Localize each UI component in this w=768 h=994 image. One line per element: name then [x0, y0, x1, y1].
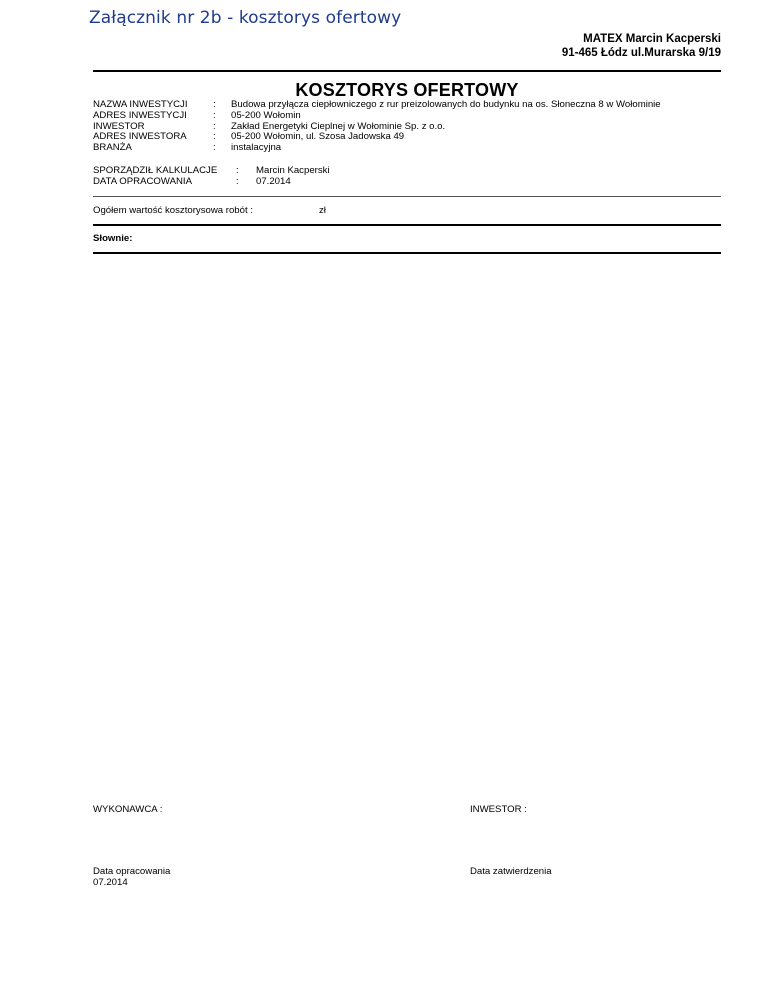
investor-signature-label: INWESTOR : [470, 804, 527, 815]
info-separator: : [213, 99, 216, 110]
info-value: Budowa przyłącza ciepłowniczego z rur preizolowanych do budynku na os. Słoneczna 8 w Wołominie [231, 99, 661, 110]
info-label: INWESTOR [93, 120, 145, 132]
prepared-block [93, 866, 170, 888]
company-name: MATEX Marcin Kacperski [583, 33, 721, 45]
calc-label: SPORZĄDZIŁ KALKULACJE [93, 165, 218, 176]
info-value: Zakład Energetyki Cieplnej w Wołominie Sp. z o.o. [231, 120, 446, 132]
amount-in-words-label: Słownie: [93, 233, 133, 244]
contractor-label: WYKONAWCA : [93, 804, 163, 815]
investment-info [93, 100, 661, 154]
total-value [93, 205, 326, 216]
calc-separator: : [236, 165, 239, 176]
divider-words-bottom [93, 252, 721, 254]
info-row-investor-address [93, 132, 661, 143]
approval-date-label: Data zatwierdzenia [470, 866, 552, 877]
info-separator: : [213, 120, 216, 132]
calc-row-date [93, 177, 330, 188]
total-currency: zł [319, 205, 326, 216]
prepared-label: Data opracowania [93, 866, 171, 877]
info-row-investment-address [93, 111, 661, 122]
info-separator: : [213, 142, 216, 154]
info-value: 05-200 Wołomin, ul. Szosa Jadowska 49 [231, 131, 405, 143]
info-label: NAZWA INWESTYCJI [93, 99, 188, 110]
divider-total-top [93, 196, 721, 197]
top-divider [93, 70, 721, 72]
prepared-date: 07.2014 [93, 877, 128, 888]
info-value: 05-200 Wołomin [231, 109, 301, 121]
calc-label: DATA OPRACOWANIA [93, 175, 192, 187]
calc-value: 07.2014 [256, 175, 291, 187]
info-separator: : [213, 109, 216, 121]
info-row-branch [93, 143, 661, 154]
info-value: instalacyjna [231, 142, 282, 154]
info-label: BRANŻA [93, 142, 132, 154]
info-separator: : [213, 131, 216, 143]
info-label: ADRES INWESTYCJI [93, 109, 187, 121]
attachment-title: Załącznik nr 2b - kosztorys ofertowy [89, 8, 402, 28]
company-address: 91-465 Łódz ul.Murarska 9/19 [561, 47, 721, 59]
calc-value: Marcin Kacperski [256, 165, 330, 176]
total-label: Ogółem wartość kosztorysowa robót : [93, 205, 253, 216]
info-label: ADRES INWESTORA [93, 131, 187, 143]
calc-separator: : [236, 175, 239, 187]
company-block [562, 32, 721, 60]
calculation-info [93, 166, 330, 188]
divider-total-bottom [93, 224, 721, 226]
document-title: KOSZTORYS OFERTOWY [295, 80, 519, 100]
